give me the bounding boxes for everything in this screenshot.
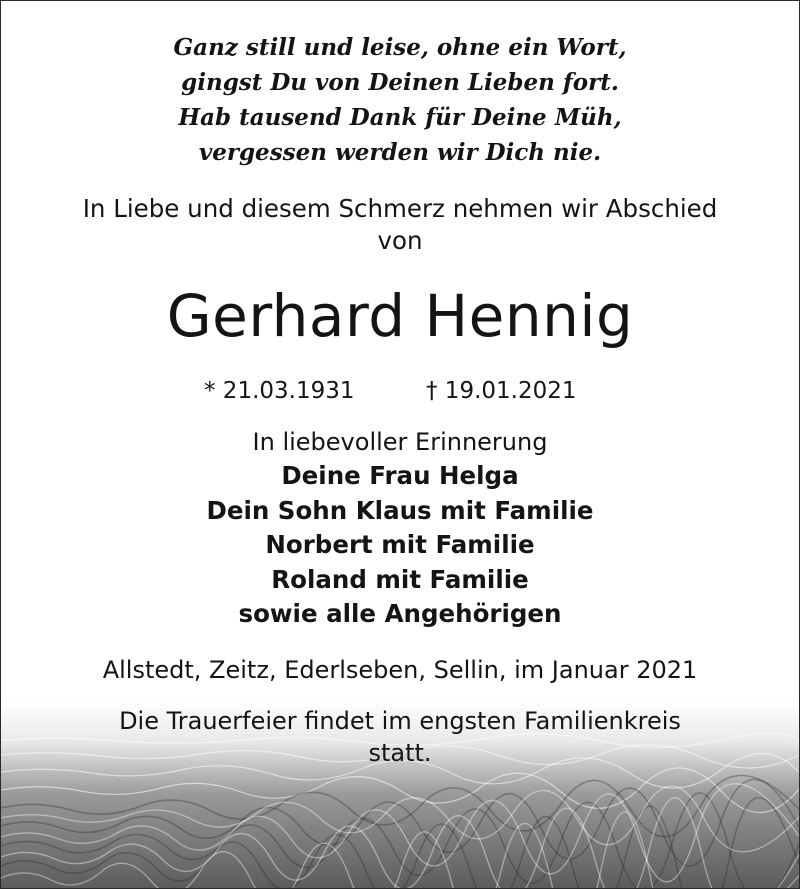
mourner-entry: Dein Sohn Klaus mit Familie (206, 495, 594, 525)
mourner-entry: Norbert mit Familie (265, 530, 535, 560)
ceremony-line: Die Trauerfeier findet im engsten Familienkreis (119, 707, 681, 735)
ceremony-line: statt. (368, 739, 432, 767)
farewell-intro (0, 193, 800, 257)
mourner-entry: Roland mit Familie (271, 564, 529, 594)
death-date: † 19.01.2021 (426, 378, 577, 404)
farewell-intro-line: In Liebe und diesem Schmerz nehmen wir Abschied (82, 194, 718, 223)
farewell-intro-line: von (377, 226, 423, 255)
birth-date: * 21.03.1931 (204, 378, 355, 404)
mourner-entry: Deine Frau Helga (281, 461, 519, 490)
ceremony-notice (0, 705, 800, 769)
poem-line: gingst Du von Deinen Lieben fort. (181, 69, 619, 96)
life-dates (0, 374, 800, 408)
mourner-entry: sowie alle Angehörigen (238, 599, 562, 629)
memory-label: In liebevoller Erinnerung (252, 428, 548, 456)
poem-line: vergessen werden wir Dich nie. (198, 139, 602, 166)
mourners-list (0, 459, 800, 632)
poem-line: Hab tausend Dank für Deine Müh, (178, 104, 622, 131)
poem-line: Ganz still und leise, ohne ein Wort, (173, 34, 627, 61)
place-and-date: Allstedt, Zeitz, Ederlseben, Sellin, im Januar 2021 (102, 656, 698, 684)
poem-verse (0, 30, 800, 170)
deceased-name: Gerhard Hennig (166, 282, 634, 350)
